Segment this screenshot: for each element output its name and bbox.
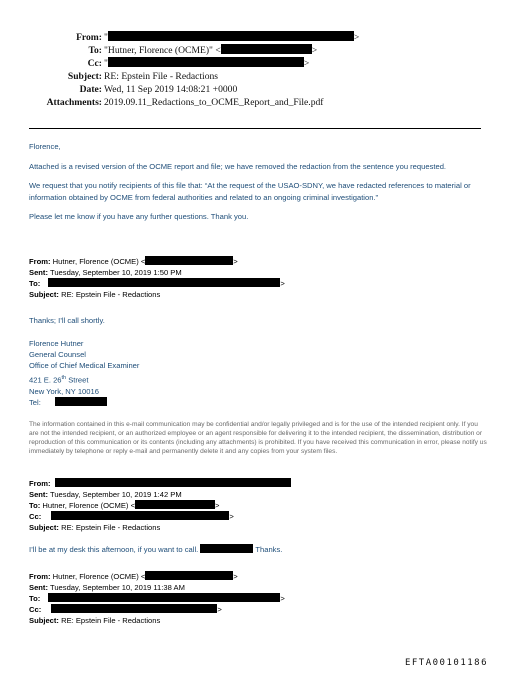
signature-organization: Office of Chief Medical Examiner	[29, 361, 140, 370]
document-id: EFTA00101186	[404, 658, 488, 668]
greeting: Florence,	[29, 142, 61, 151]
from-value: Hutner, Florence (OCME) <	[52, 572, 146, 581]
redaction-bar	[55, 397, 107, 406]
cc-label: Cc:	[87, 58, 102, 69]
to-label: To:	[88, 45, 102, 56]
redaction-bar	[108, 31, 354, 41]
legal-disclaimer: The information contained in this e-mail communication may be confidential and/or legally privileged and is for the use of the intended recipient only. If you are not the intended recipient, or an authorized employee or an agent responsible for delivering it to the intended recipient, the dissemination, distribution or reproduction of this communication or its contents (including any attachments) is prohibited. If you have received this communication in error, please notify us immediately by telephone or reply e-mail and permanently delete it and any copies from your system files.	[29, 421, 487, 455]
cc-label: Cc:	[29, 605, 42, 614]
redaction-bar	[48, 593, 280, 602]
to-label: To:	[29, 279, 41, 288]
redaction-bar	[108, 57, 304, 67]
sent-value: Tuesday, September 10, 2019 11:38 AM	[49, 583, 185, 592]
attachments-value: 2019.09.11_Redactions_to_OCME_Report_and_File.pdf	[104, 97, 324, 108]
subject-label: Subject:	[67, 71, 102, 82]
cc-label: Cc:	[29, 512, 42, 521]
from-value: Hutner, Florence (OCME) <	[52, 257, 146, 266]
quoted-message-2-header: From: Sent: Tuesday, September 10, 2019 1:42 PM To: Hutner, Florence (OCME) < > Cc: > Subject: RE: Epstein File - Redactions	[29, 478, 489, 533]
subject-label: Subject:	[29, 523, 59, 532]
date-label: Date:	[79, 84, 102, 95]
from-label: From:	[29, 257, 51, 266]
sent-value: Tuesday, September 10, 2019 1:50 PM	[49, 268, 182, 277]
signature-address: 421 E. 26th Street	[29, 375, 89, 385]
sent-label: Sent:	[29, 583, 48, 592]
cc-value: "	[104, 58, 108, 69]
signature-tel: Tel:	[29, 397, 489, 408]
body-paragraph-2: We request that you notify recipients of this file that: “At the request of the USAO-SDNY, we have redacted references to material or information obtained by OCME from federal authorities and related to an ongoing criminal investigation.”	[29, 181, 471, 202]
quoted-message-1-header: From: Hutner, Florence (OCME) < > Sent: Tuesday, September 10, 2019 1:50 PM To: > Subject: RE: Epstein File - Redactions	[29, 257, 285, 299]
from-value: "	[104, 32, 108, 43]
redaction-bar	[48, 278, 280, 287]
quoted-message-3-header: From: Hutner, Florence (OCME) < > Sent: Tuesday, September 10, 2019 11:38 AM To: > Cc: > Subject: RE: Epstein File - Redactions	[29, 572, 285, 625]
subject-label: Subject:	[29, 290, 59, 299]
subject-value: RE: Epstein File - Redactions	[61, 523, 161, 532]
quoted-message-1-body: Thanks; I’ll call shortly.	[29, 316, 105, 325]
body-paragraph-1: Attached is a revised version of the OCME report and file; we have removed the redaction from the sentence you requested.	[29, 161, 447, 171]
quoted-message-2-body: I’ll be at my desk this afternoon, if you want to call. Thanks.	[29, 545, 283, 554]
signature-name: Florence Hutner	[29, 339, 84, 348]
body-paragraph-3: Please let me know if you have any further questions. Thank you.	[29, 212, 249, 221]
email-header	[0, 31, 512, 109]
to-label: To:	[29, 594, 41, 603]
to-value: "Hutner, Florence (OCME)" <	[104, 45, 221, 56]
header-date-row	[0, 83, 512, 96]
sent-label: Sent:	[29, 490, 48, 499]
signature-city: New York, NY 10016	[29, 386, 99, 396]
redaction-bar	[55, 478, 291, 487]
redaction-bar	[200, 544, 253, 553]
redaction-bar	[51, 511, 229, 520]
redaction-bar	[145, 256, 233, 265]
from-label: From:	[29, 479, 51, 488]
redaction-bar	[145, 571, 233, 580]
redaction-bar	[135, 500, 215, 509]
subject-value: RE: Epstein File - Redactions	[61, 616, 161, 625]
signature-block	[29, 338, 489, 408]
from-label: From:	[76, 32, 102, 43]
to-label: To:	[29, 501, 41, 510]
redaction-bar	[221, 44, 312, 54]
header-to-row: To: "Hutner, Florence (OCME)" < >	[88, 45, 318, 56]
signature-title: General Counsel	[29, 350, 86, 359]
header-attachments-row	[0, 96, 512, 109]
subject-label: Subject:	[29, 616, 59, 625]
header-divider	[29, 128, 481, 129]
sent-label: Sent:	[29, 268, 48, 277]
redaction-bar	[51, 604, 217, 613]
from-label: From:	[29, 572, 51, 581]
header-subject-row	[0, 70, 512, 83]
sent-value: Tuesday, September 10, 2019 1:42 PM	[49, 490, 182, 499]
attachments-label: Attachments:	[46, 97, 102, 108]
date-value: Wed, 11 Sep 2019 14:08:21 +0000	[104, 84, 238, 95]
header-cc-row: Cc: " >	[87, 58, 310, 69]
to-value: Hutner, Florence (OCME) <	[42, 501, 136, 510]
subject-value: RE: Epstein File - Redactions	[61, 290, 161, 299]
subject-value: RE: Epstein File - Redactions	[104, 71, 219, 82]
email-body	[29, 141, 489, 231]
header-from-row: From: " >	[76, 32, 360, 43]
